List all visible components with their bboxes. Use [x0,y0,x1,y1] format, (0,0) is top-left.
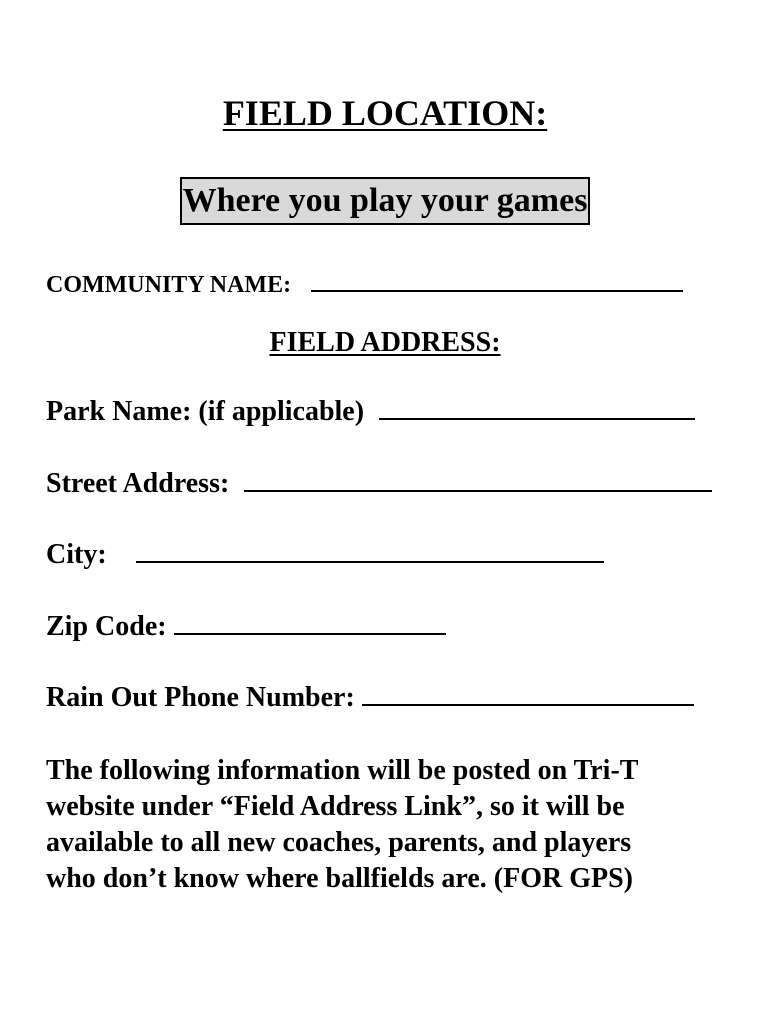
park-name-field[interactable] [379,396,695,420]
park-name-label: Park Name: (if applicable) [46,396,365,427]
street-address-row [46,468,712,500]
street-address-label: Street Address: [46,468,230,499]
city-row [46,539,604,571]
field-address-heading: FIELD ADDRESS: [269,327,501,358]
page-title: FIELD LOCATION: [222,93,548,133]
zip-code-label: Zip Code: [46,611,167,642]
zip-code-field[interactable] [174,611,446,635]
zip-code-row [46,611,446,643]
subtitle-wrap [0,177,770,225]
city-field[interactable] [136,539,604,563]
subtitle-box: Where you play your games [180,177,591,225]
note-line: The following information will be posted on Tri-T [46,755,639,786]
community-name-row [46,268,683,299]
city-label: City: [46,539,107,570]
rain-out-phone-field[interactable] [362,682,694,706]
street-address-field[interactable] [244,468,712,492]
note-line: available to all new coaches, parents, and players [46,827,632,858]
community-name-label: COMMUNITY NAME: [46,272,292,298]
note-line: who don’t know where ballfields are. (FOR GPS) [46,863,633,894]
rain-out-phone-label: Rain Out Phone Number: [46,682,355,713]
park-name-row [46,396,695,428]
gps-note [46,753,736,897]
community-name-field[interactable] [311,268,683,292]
note-line: website under “Field Address Link”, so it will be [46,791,625,822]
rain-out-phone-row [46,682,694,714]
